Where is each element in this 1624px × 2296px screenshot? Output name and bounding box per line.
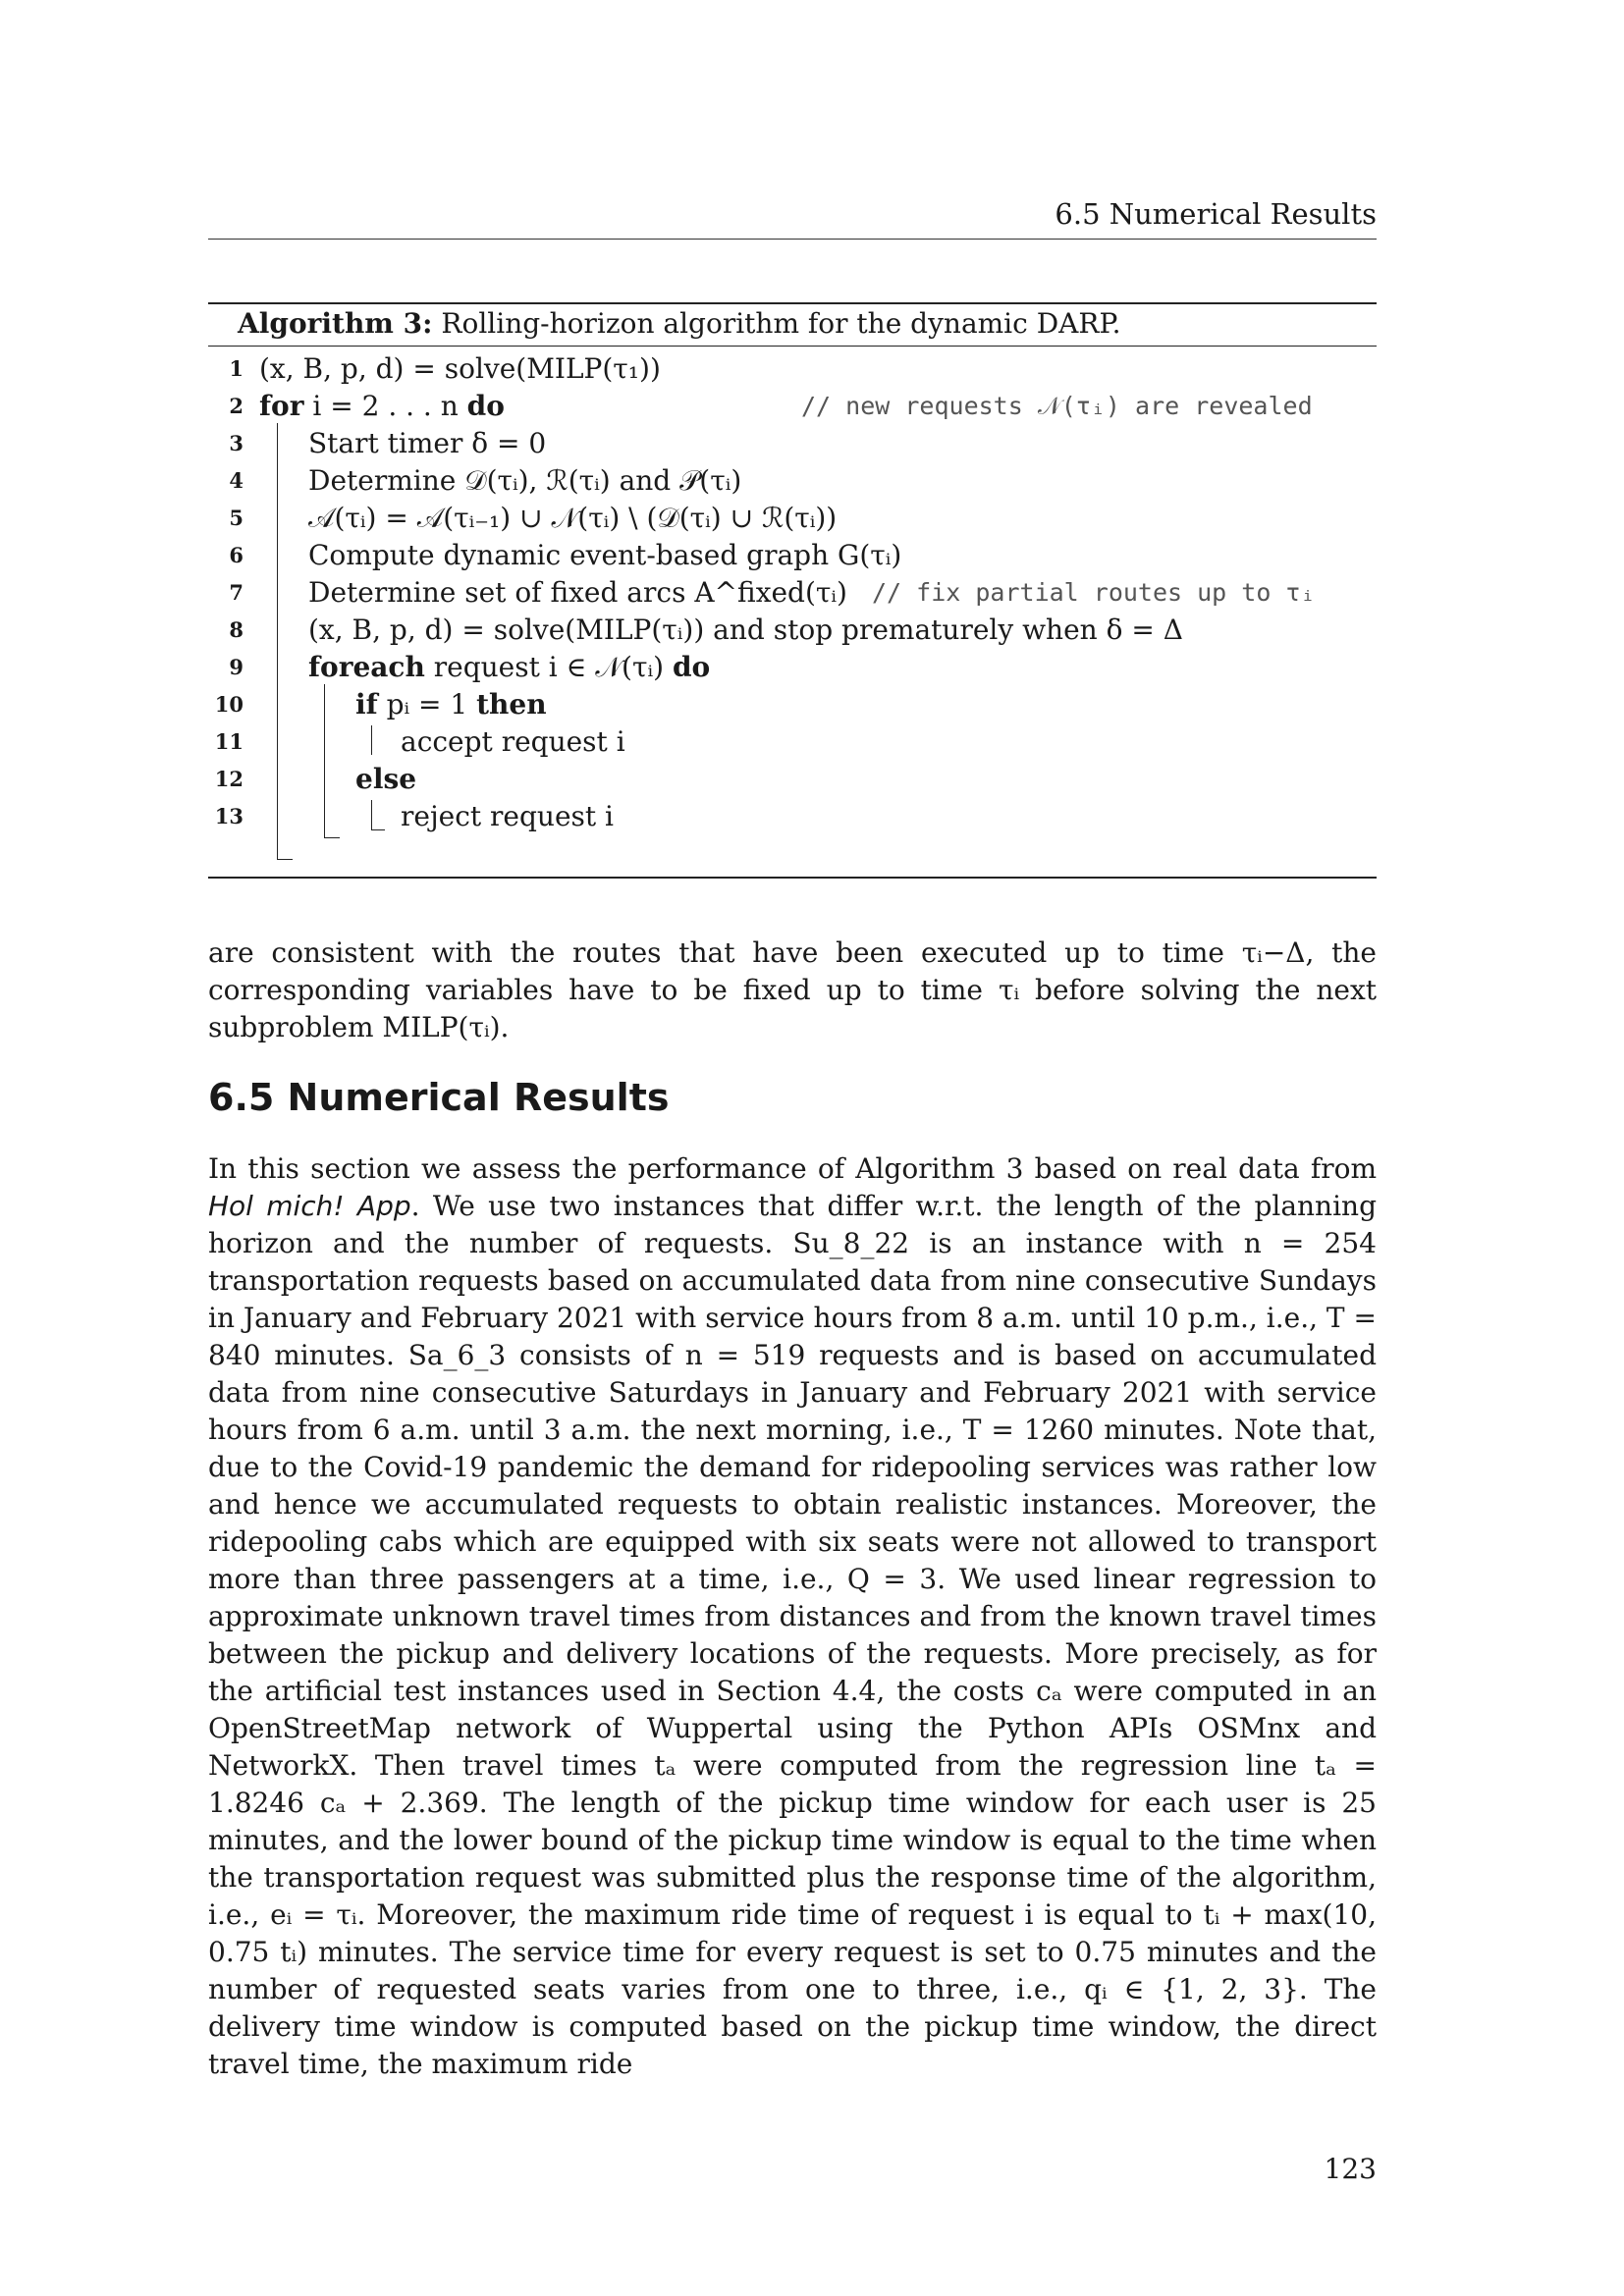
line-text: (x, B, p, d) = solve(MILP(τ₁)): [259, 352, 661, 385]
algo-line-2: [208, 388, 1377, 425]
line-number: 3: [229, 431, 244, 455]
foreach-block-end: [324, 837, 340, 838]
line-comment: // new requests 𝒩(τᵢ) are revealed: [801, 392, 1313, 420]
algorithm-body: [208, 347, 1377, 877]
keyword-do: do: [466, 390, 505, 422]
algorithm-caption-label: Algorithm 3:: [238, 307, 433, 340]
foreach-block-bar: [324, 684, 325, 837]
section-paragraph-part1: In this section we assess the performance of Algorithm 3 based on real data from: [208, 1152, 1377, 1185]
line-text: 𝒜(τᵢ) = 𝒜(τᵢ₋₁) ∪ 𝒩(τᵢ) \ (𝒟(τᵢ) ∪ ℛ(τᵢ)): [308, 502, 838, 534]
app-name: Hol mich! App: [208, 1190, 411, 1222]
line-text: accept request i: [401, 725, 625, 758]
if-block-bar: [371, 725, 372, 755]
line-number: 10: [214, 692, 244, 717]
line-number: 6: [229, 543, 244, 567]
line-text: request i ∈ 𝒩(τᵢ): [424, 651, 673, 683]
for-block-bar: [277, 423, 278, 859]
algo-line-5: [208, 500, 1377, 537]
line-text: Compute dynamic event-based graph G(τᵢ): [308, 539, 902, 571]
keyword-foreach: foreach: [308, 651, 425, 683]
line-text: (x, B, p, d) = solve(MILP(τᵢ)) and stop prematurely when δ = Δ: [308, 614, 1183, 646]
section-title: 6.5 Numerical Results: [208, 1076, 670, 1119]
line-number: 1: [229, 356, 244, 381]
page-number: 123: [1324, 2153, 1377, 2185]
line-text: i = 2 . . . n: [303, 390, 467, 422]
continuation-paragraph: are consistent with the routes that have been executed up to time τᵢ−Δ, the corresponding variables have to be fixed up to time τᵢ before solving the next subproblem MILP(τᵢ).: [208, 936, 1377, 1043]
keyword-else: else: [355, 763, 417, 795]
line-number: 9: [229, 655, 244, 679]
algo-line-6: [208, 537, 1377, 574]
algorithm-box: [208, 302, 1377, 879]
keyword-do: do: [672, 651, 711, 683]
for-block-end: [277, 859, 293, 860]
line-text: Determine 𝒟(τᵢ), ℛ(τᵢ) and 𝒫(τᵢ): [308, 464, 742, 497]
line-number: 12: [214, 767, 244, 791]
keyword-for: for: [259, 390, 304, 422]
line-number: 2: [229, 394, 244, 418]
line-text: pᵢ = 1: [377, 688, 477, 721]
line-comment: // fix partial routes up to τᵢ: [872, 578, 1316, 607]
line-text: reject request i: [401, 800, 614, 832]
algo-line-12: [208, 761, 1377, 798]
algo-line-11: [208, 723, 1377, 761]
section-paragraph: [208, 1150, 1377, 2083]
algorithm-bottom-rule: [208, 877, 1377, 879]
line-number: 7: [229, 580, 244, 605]
algo-line-4: [208, 462, 1377, 500]
else-block-end: [371, 829, 385, 830]
line-number: 8: [229, 617, 244, 642]
algorithm-caption: [208, 304, 1377, 346]
line-number: 11: [214, 729, 244, 754]
algo-line-7: [208, 574, 1377, 612]
else-block-bar: [371, 800, 372, 829]
line-number: 13: [214, 804, 244, 828]
algo-line-1: [208, 350, 1377, 388]
running-head: 6.5 Numerical Results: [1055, 197, 1377, 231]
keyword-if: if: [355, 688, 378, 721]
section-paragraph-part2: . We use two instances that differ w.r.t. the length of the planning horizon and the number of requests. Su_8_22 is an instance with n = 254 transportation requests based on accumulated data from nine consecutive Sundays in January and February 2021 with service hours from 8 a.m. until 10 p.m., i.e., T = 840 minutes. Sa_6_3 consists of n = 519 requests and is based on accumulated data from nine consecutive Saturdays in January and February 2021 with service hours from 6 a.m. until 3 a.m. the next morning, i.e., T = 1260 minutes. Note that, due to the Covid-19 pandemic the demand for ridepooling services was rather low and hence we accumulated requests to obtain realistic instances. Moreover, the ridepooling cabs which are equipped with six seats were not allowed to transport more than three passengers at a time, i.e., Q = 3. We used linear regression to approximate unknown travel times from distances and from the known travel times between the pickup and delivery locations of the requests. More precisely, as for the artificial test instances used in Section 4.4, the costs cₐ were computed in an OpenStreetMap network of Wuppertal using the Python APIs OSMnx and NetworkX. Then travel times tₐ were computed from the regression line tₐ = 1.8246 cₐ + 2.369. The length of the pickup time window for each user is 25 minutes, and the lower bound of the pickup time window is equal to the time when the transportation request was submitted plus the response time of the algorithm, i.e., eᵢ = τᵢ. Moreover, the maximum ride time of request i is equal to tᵢ + max(10, 0.75 tᵢ) minutes. The service time for every request is set to 0.75 minutes and the number of requested seats varies from one to three, i.e., qᵢ ∈ {1, 2, 3}. The delivery time window is computed based on the pickup time window, the direct travel time, the maximum ride: [208, 1190, 1378, 2080]
algo-line-10: [208, 686, 1377, 723]
header-rule: [208, 239, 1377, 240]
line-text: Determine set of fixed arcs A^fixed(τᵢ): [308, 576, 847, 609]
algorithm-caption-text: Rolling-horizon algorithm for the dynamic DARP.: [432, 307, 1121, 340]
line-number: 4: [229, 468, 244, 493]
algo-line-8: [208, 612, 1377, 649]
algo-line-3: [208, 425, 1377, 462]
line-text: Start timer δ = 0: [308, 427, 547, 459]
algo-line-9: [208, 649, 1377, 686]
line-number: 5: [229, 506, 244, 530]
keyword-then: then: [476, 688, 547, 721]
